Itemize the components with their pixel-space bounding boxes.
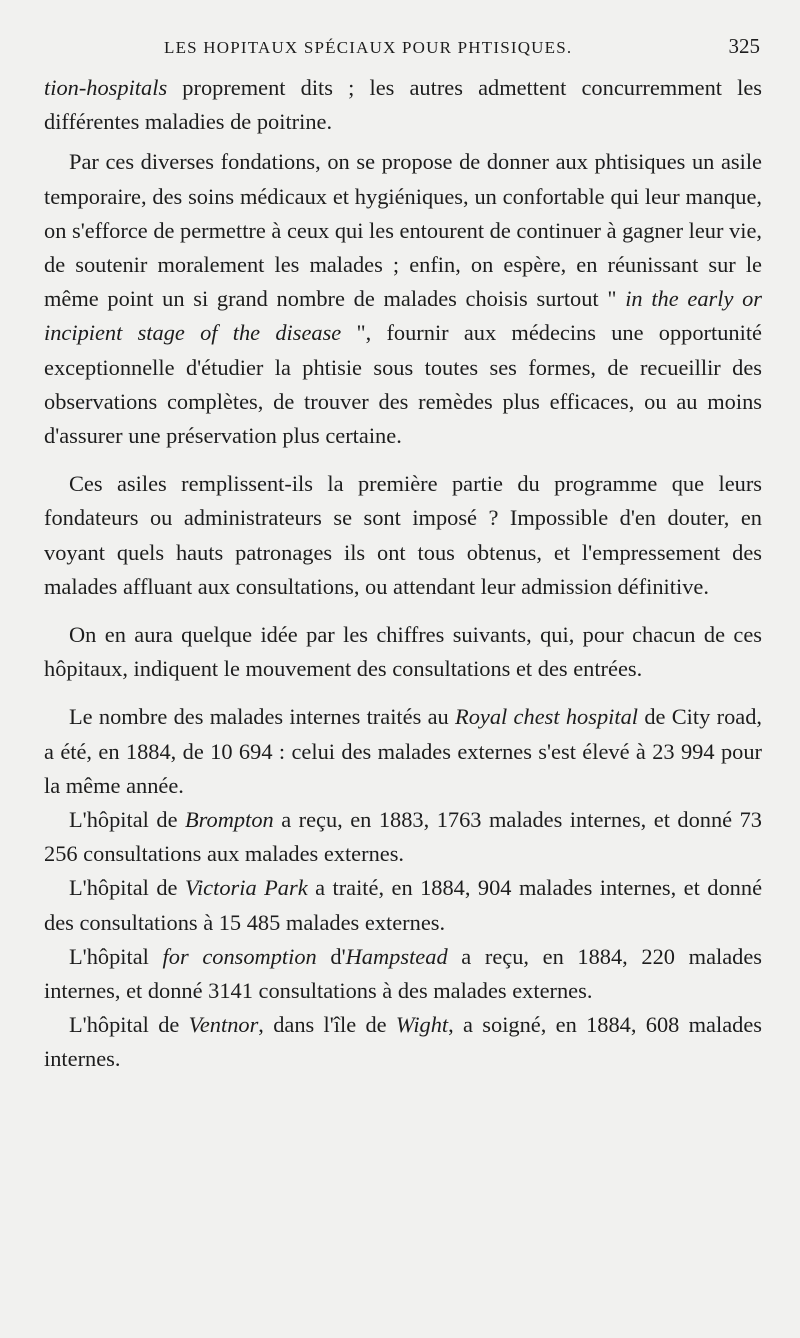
paragraph-2: Par ces diverses fondations, on se propose de donner aux phtisiques un asile temporaire, des soins médicaux et hygiéniques, un confortable qui leur manque, on s'efforce de permettre à ceux qui les entourent de continuer à gagner leur vie, de soutenir moralement les malades ; enfin, on espère, en réunissant sur le même point un si grand nombre de malades choisis surtout " in the early or incipient stage of the disease ", fournir aux médecins une opportunité exceptionnelle d'étudier la phtisie sous toutes ses formes, de recueillir des observations complètes, de trouver des remèdes plus efficaces, ou au moins d'assurer une préservation plus certaine. [44,149,762,449]
italic-term: for consomption [162,943,317,969]
body-text [44,71,762,1077]
paragraph-8: L'hôpital for consomption d'Hampstead a reçu, en 1884, 220 malades internes, et donné 3141 consultations à des malades externes. [44,943,763,1004]
page-number: 325 [728,34,760,58]
paragraph-4: On en aura quelque idée par les chiffres suivants, qui, pour chacun de ces hôpitaux, indiquent le mouvement des consultations et des entrées. [44,622,762,682]
italic-hospital-name: Victoria Park [184,875,308,901]
paragraph-6: L'hôpital de Brompton a reçu, en 1883, 1763 malades internes, et donné 73 256 consultations aux malades externes. [44,807,762,867]
paragraph-5: Le nombre des malades internes traités au Royal chest hospital de City road, a été, en 1884, de 10 694 : celui des malades externes s'est élevé à 23 994 pour la même année. [44,704,762,798]
running-title: LES HOPITAUX SPÉCIAUX POUR PHTISIQUES. [164,38,573,57]
italic-place-name: Hampstead [345,943,448,969]
paragraph-1: tion-hospitals proprement dits ; les autres admettent concurremment les différentes maladies de poitrine. [44,75,762,135]
paragraph-7: L'hôpital de Victoria Park a traité, en 1884, 904 malades internes, et donné des consultations à 15 485 malades externes. [44,875,763,935]
italic-quote: in the early or incipient stage of the disease [44,286,762,346]
italic-place-name: Wight [395,1012,449,1038]
italic-hospital-name: Brompton [185,807,274,833]
italic-hospital-name: Royal chest hospital [455,704,639,730]
paragraph-3: Ces asiles remplissent-ils la première partie du programme que leurs fondateurs ou administrateurs se sont imposé ? Impossible d'en douter, en voyant quels hauts patronages ils ont tous obtenus, et l'empressement des malades affluant aux consultations, ou attendant leur admission définitive. [44,471,762,599]
italic-term: tion-hospitals [44,75,168,100]
italic-place-name: Ventnor [188,1012,259,1038]
page-header [44,30,760,70]
paragraph-9: L'hôpital de Ventnor, dans l'île de Wight, a soigné, en 1884, 608 malades internes. [44,1012,762,1072]
